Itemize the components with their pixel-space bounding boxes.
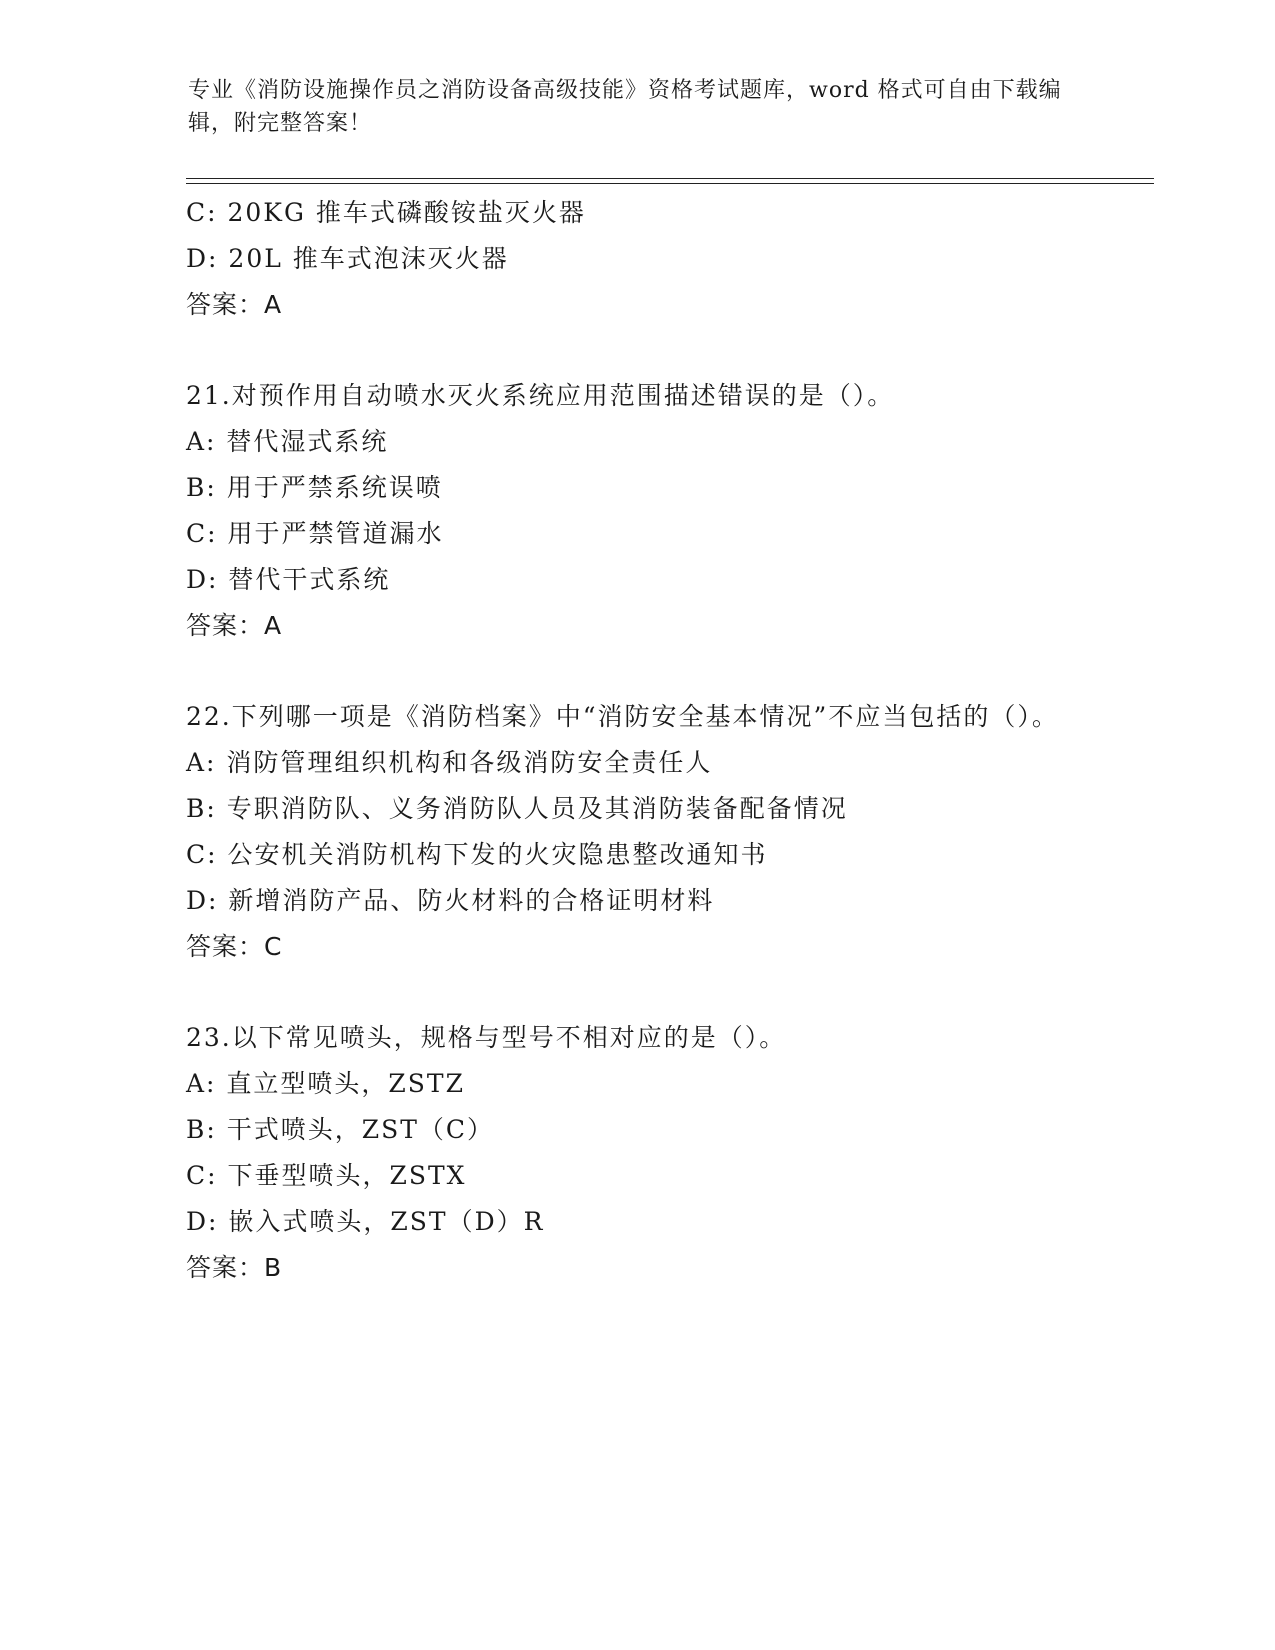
spacer bbox=[186, 970, 1086, 1015]
option-line: A: 替代湿式系统 bbox=[186, 427, 389, 456]
option-line: D: 20L 推车式泡沫灭火器 bbox=[186, 244, 509, 273]
answer-line: 答案：B bbox=[186, 1253, 283, 1282]
option-line: B: 用于严禁系统误喷 bbox=[186, 473, 443, 502]
question-title: 22.下列哪一项是《消防档案》中“消防安全基本情况”不应当包括的（）。 bbox=[186, 702, 1059, 731]
header-rule-top bbox=[186, 178, 1154, 179]
option-line: A: 消防管理组织机构和各级消防安全责任人 bbox=[186, 748, 713, 777]
question-title: 21.对预作用自动喷水灭火系统应用范围描述错误的是（）。 bbox=[186, 381, 895, 410]
option-line: C: 20KG 推车式磷酸铵盐灭火器 bbox=[186, 198, 586, 227]
question-block-21 bbox=[186, 373, 1086, 649]
option-line: B: 干式喷头，ZST（C） bbox=[186, 1115, 495, 1144]
answer-line: 答案：C bbox=[186, 932, 283, 961]
question-block-22 bbox=[186, 694, 1086, 970]
option-line: D: 替代干式系统 bbox=[186, 565, 391, 594]
option-line: B: 专职消防队、义务消防队人员及其消防装备配备情况 bbox=[186, 794, 848, 823]
option-line: C: 下垂型喷头，ZSTX bbox=[186, 1161, 467, 1190]
question-title: 23.以下常见喷头，规格与型号不相对应的是（）。 bbox=[186, 1023, 787, 1052]
spacer bbox=[186, 328, 1086, 373]
answer-line: 答案：A bbox=[186, 611, 283, 640]
option-line: D: 嵌入式喷头，ZST（D）R bbox=[186, 1207, 545, 1236]
option-line: D: 新增消防产品、防火材料的合格证明材料 bbox=[186, 886, 715, 915]
header-rule-bottom bbox=[186, 183, 1154, 184]
question-content bbox=[186, 190, 1086, 1291]
document-header bbox=[188, 74, 1088, 140]
spacer bbox=[186, 649, 1086, 694]
question-block-23 bbox=[186, 1015, 1086, 1291]
option-line: C: 公安机关消防机构下发的火灾隐患整改通知书 bbox=[186, 840, 768, 869]
answer-line: 答案：A bbox=[186, 290, 283, 319]
question-block-partial bbox=[186, 190, 1086, 328]
option-line: A: 直立型喷头，ZSTZ bbox=[186, 1069, 465, 1098]
option-line: C: 用于严禁管道漏水 bbox=[186, 519, 444, 548]
header-text: 专业《消防设施操作员之消防设备高级技能》资格考试题库，word 格式可自由下载编辑，附完整答案！ bbox=[188, 78, 1062, 136]
